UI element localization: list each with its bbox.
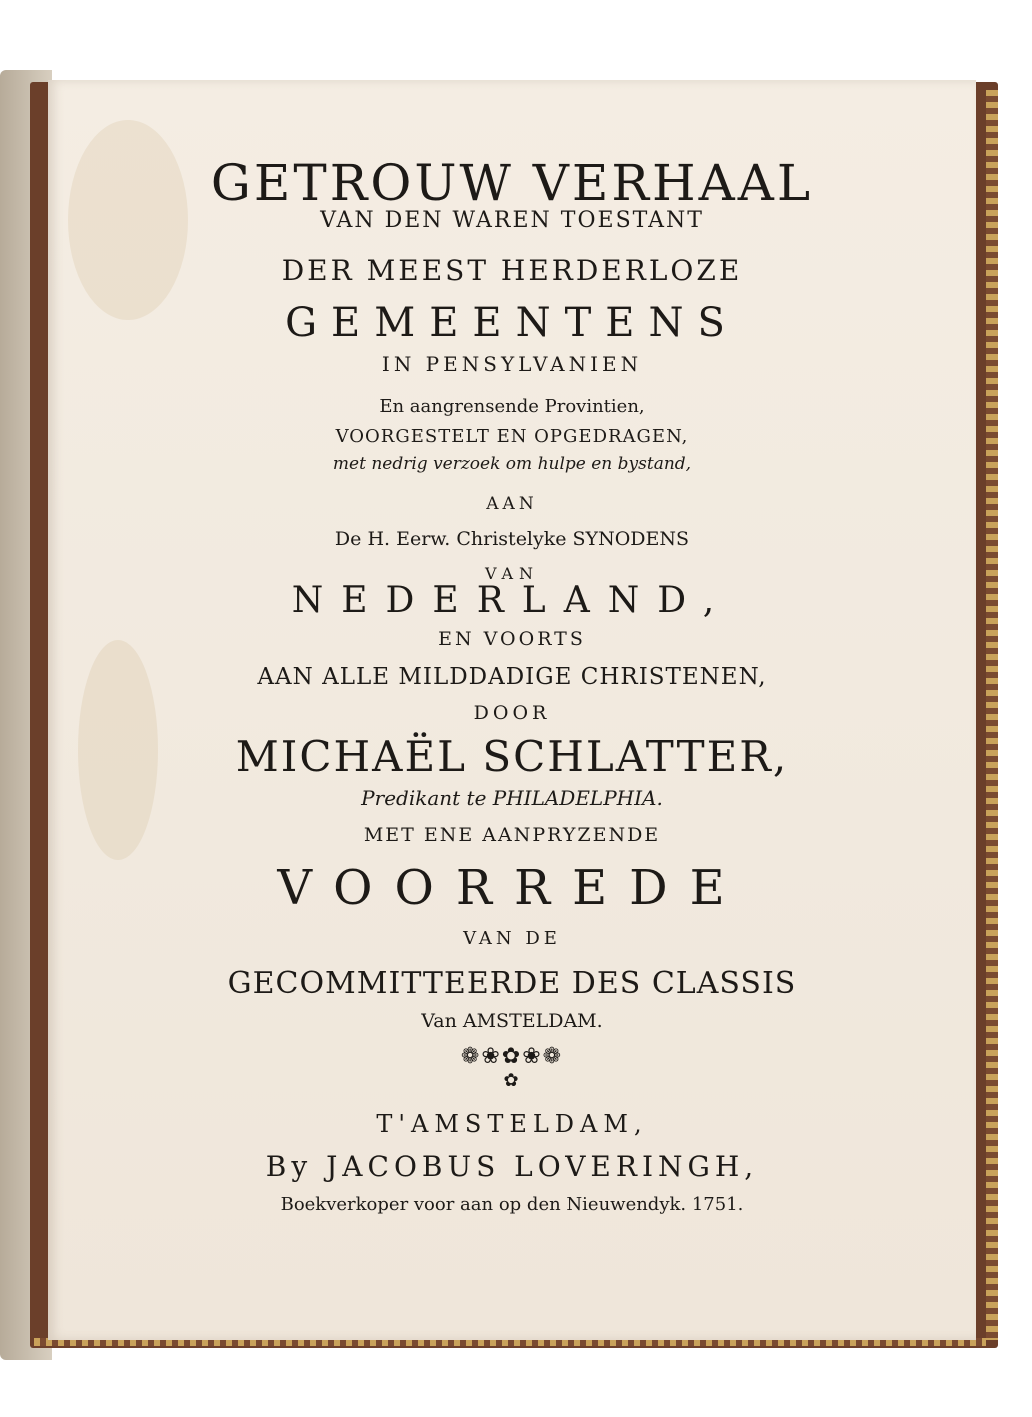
title-line-21: GECOMMITTEERDE DES CLASSIS <box>227 966 797 1001</box>
title-line-10: De H. Eerw. Christelyke SYNODENS <box>334 528 690 550</box>
title-line-11: VAN <box>484 564 540 583</box>
title-line-19: VOORREDE <box>277 860 747 916</box>
title-line-22: Van AMSTELDAM. <box>421 1010 603 1032</box>
title-line-6: En aangrensende Provintien, <box>379 396 645 417</box>
title-page <box>48 80 976 1340</box>
gilt-edge-right <box>986 90 998 1340</box>
author-role: Predikant te PHILADELPHIA. <box>361 786 663 810</box>
title-line-1: GETROUW VERHAAL <box>210 154 814 212</box>
title-line-14: AAN ALLE MILDDADIGE CHRISTENEN, <box>257 664 767 690</box>
imprint-printer: By JACOBUS LOVERINGH, <box>265 1150 759 1183</box>
title-line-9: AAN <box>486 494 538 514</box>
title-line-7: VOORGESTELT EN OPGEDRAGEN, <box>335 426 689 447</box>
printers-ornament-small: ✿ <box>503 1070 521 1091</box>
title-line-4: GEMEENTENS <box>285 300 739 346</box>
title-line-3: DER MEEST HERDERLOZE <box>281 254 743 287</box>
title-line-5: IN PENSYLVANIEN <box>381 352 643 376</box>
imprint-city: T'AMSTELDAM, <box>376 1110 648 1138</box>
title-line-12: NEDERLAND, <box>291 580 733 621</box>
title-line-8: met nedrig verzoek om hulpe en bystand, <box>332 454 692 474</box>
title-line-13: EN VOORTS <box>438 628 586 650</box>
title-line-2: VAN DEN WAREN TOESTANT <box>320 208 704 233</box>
title-line-18: MET ENE AANPRYZENDE <box>363 824 661 846</box>
author-name: MICHAËL SCHLATTER, <box>235 732 789 781</box>
printers-ornament: ❁❀✿❀❁ <box>460 1044 564 1069</box>
title-line-15: DOOR <box>473 702 551 724</box>
title-line-20: VAN DE <box>463 928 561 949</box>
imprint-address: Boekverkoper voor aan op den Nieuwendyk. 1751. <box>280 1194 744 1215</box>
